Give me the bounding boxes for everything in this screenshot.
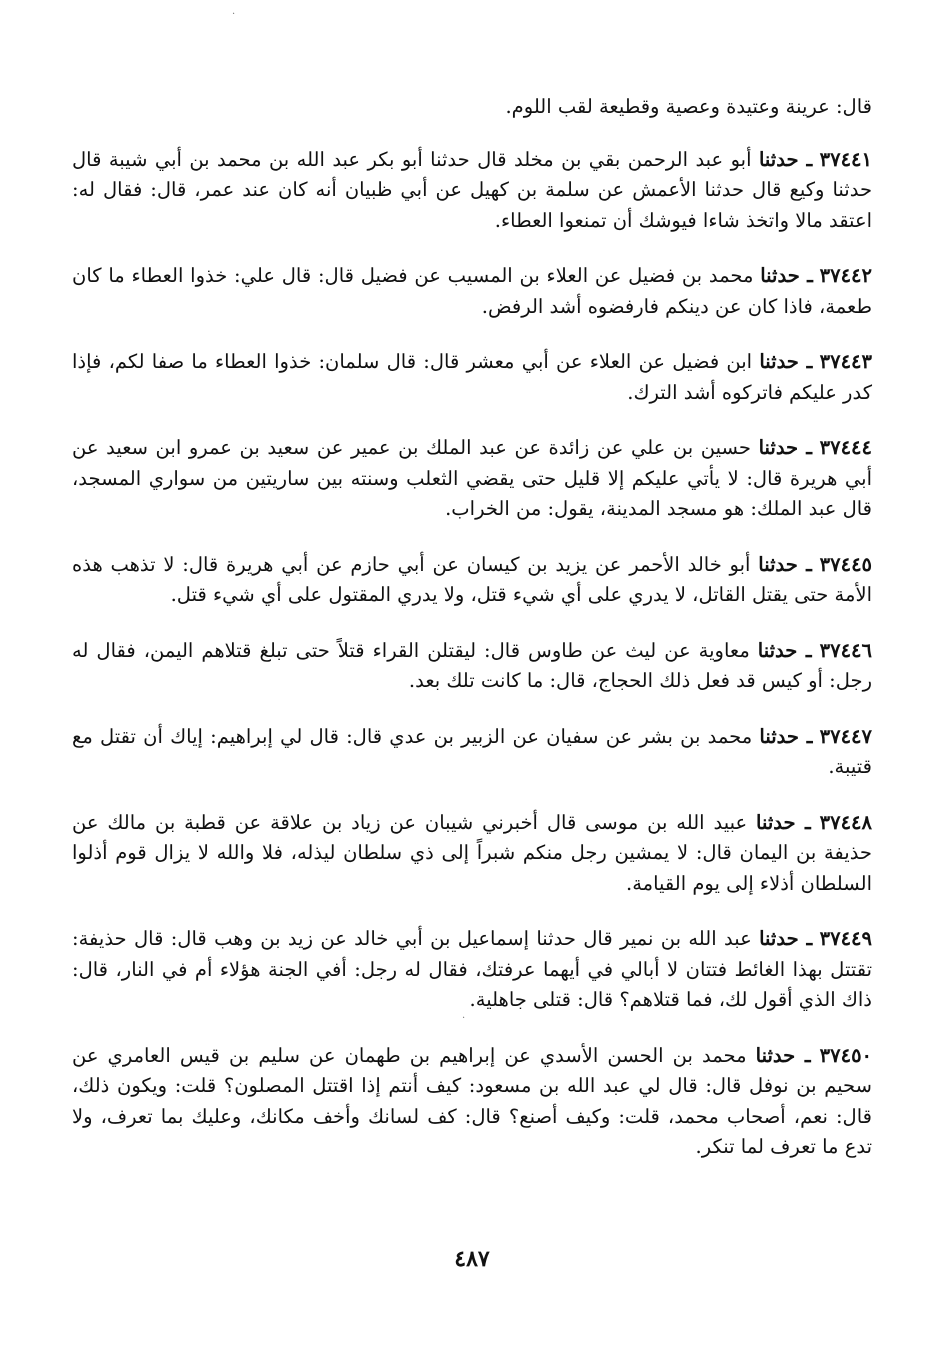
hadith-number: ٣٧٤٤٤ xyxy=(819,436,872,459)
hadith-text: محمد بن الحسن الأسدي عن إبراهيم بن طهمان عن سليم بن قيس العامري عن سحيم بن نوفل قال: قال لي عبد الله بن مسعود: كيف أنتم إذا اقتتل المصلون؟ قلت: ويكون ذلك، قال: نعم، أصحاب محمد، قلت: وكيف أصنع؟ قال: كف لسانك وأخف مكانك، وعليك بما تعرف، ولا تدع ما تعرف لما تنكر. xyxy=(72,1043,872,1158)
hadith-text: أبو خالد الأحمر عن يزيد بن كيسان عن أبي حازم عن أبي هريرة قال: لا تذهب هذه الأمة حتى يقتل القاتل، لا يدري على أي شيء قتل، ولا يدري المقتول على أي شيء قتل. xyxy=(72,552,872,606)
hadith-paragraph xyxy=(72,433,872,525)
hadith-text: معاوية عن ليث عن طاوس قال: ليقتلن القراء قتلاً حتى تبلغ قتلاهم اليمن، فقال له رجل: أو كيس قد فعل ذلك الحجاج، قال: ما كانت تلك بعد. xyxy=(72,638,872,692)
hadith-header: ـ حدثنا xyxy=(758,552,812,576)
hadith-text: حسين بن علي عن زائدة عن عبد الملك بن عمير عن سعيد بن عمرو ابن سعيد عن أبي هريرة قال: لا يأتي عليكم إلا قليل حتى يقضي الثعلب وسنته بين ساريتين من سواري المسجد، قال عبد الملك: هو مسجد المدينة، يقول: من الخراب. xyxy=(72,436,872,520)
hadith-paragraph xyxy=(72,808,872,900)
hadith-text: عبيد الله بن موسى قال أخبرني شيبان عن زياد بن علاقة عن قطبة بن مالك عن حذيفة بن اليمان قال: لا يمشين رجل منكم شبراً إلى ذي سلطان ليذله، فلا والله لا يزال قوم أذلوا السلطان أذلاء إلى يوم القيامة. xyxy=(72,810,872,895)
hadith-header: ـ حدثنا xyxy=(759,724,813,748)
hadith-header: ـ حدثنا xyxy=(757,638,812,662)
hadith-text: أبو عبد الرحمن بقي بن مخلد قال حدثنا أبو بكر عبد الله بن محمد بن أبي شيبة قال حدثنا وكيع قال حدثنا الأعمش عن سلمة بن كهيل عن أبي ظبيان أنه كان عند عمر، قال: فقال له: اعتقد مالا واتخذ شاءا فيوشك أن تمنعوا العطاء. xyxy=(72,147,872,232)
hadith-paragraph xyxy=(72,145,872,237)
hadith-text: ابن فضيل عن العلاء عن أبي معشر قال: قال سلمان: خذوا العطاء ما صفا لكم، فإذا كدر عليكم فاتركوه أشد الترك. xyxy=(72,350,872,404)
hadith-text: عبد الله بن نمير قال حدثنا إسماعيل بن أبي خالد عن زيد بن وهب قال: قال حذيفة: تقتتل بهذا الغائط فتتان لا أبالي في أيهما عرفتك، فقال له رجل: أفي الجنة هؤلاء أم في النار، قال: ذاك الذي أقول لك، فما قتلاهم؟ قال: قتلى جاهلية. xyxy=(72,927,872,1011)
hadith-number: ٣٧٤٥٠ xyxy=(819,1043,873,1067)
hadith-number: ٣٧٤٤١ xyxy=(819,147,873,171)
hadith-header: ـ حدثنا xyxy=(760,264,813,287)
hadith-number: ٣٧٤٤٧ xyxy=(819,724,873,748)
page-number: ٤٨٧ xyxy=(454,1246,490,1272)
hadith-number: ٣٧٤٤٨ xyxy=(819,810,872,834)
hadith-header: ـ حدثنا xyxy=(759,350,813,373)
scan-speck: . xyxy=(462,1010,466,1021)
hadith-number: ٣٧٤٤٣ xyxy=(819,350,872,373)
paragraph-intro xyxy=(72,92,872,123)
hadith-number: ٣٧٤٤٥ xyxy=(819,552,873,576)
hadith-paragraph xyxy=(72,924,872,1016)
hadith-header: ـ حدثنا xyxy=(758,147,813,171)
hadith-paragraph xyxy=(72,261,872,322)
hadith-number: ٣٧٤٤٦ xyxy=(819,638,872,662)
hadith-header: ـ حدثنا xyxy=(759,927,813,950)
scan-speck: . xyxy=(232,6,236,17)
hadith-header: ـ حدثنا xyxy=(758,436,813,459)
hadith-text: محمد بن بشر عن سفيان عن الزبير بن عدي قال: قال لي إبراهيم: إياك أن تقتل مع قتيبة. xyxy=(72,724,872,778)
hadith-paragraph xyxy=(72,1041,872,1163)
hadith-paragraph xyxy=(72,636,872,697)
hadith-header: ـ حدثنا xyxy=(755,1043,811,1067)
hadith-header: ـ حدثنا xyxy=(756,810,811,834)
main-text xyxy=(72,92,872,1188)
hadith-number: ٣٧٤٤٢ xyxy=(819,264,872,287)
hadith-number: ٣٧٤٤٩ xyxy=(819,927,873,950)
hadith-text: محمد بن فضيل عن العلاء بن المسيب عن فضيل قال: قال علي: خذوا العطاء ما كان طعمة، فاذا كان عن دينكم فارفضوه أشد الرفض. xyxy=(72,264,872,318)
hadith-paragraph xyxy=(72,347,872,408)
paragraph-text: قال: عرينة وعتيدة وعصية وقطيعة لقب اللوم. xyxy=(505,95,872,118)
hadith-paragraph xyxy=(72,550,872,611)
hadith-paragraph xyxy=(72,722,872,783)
